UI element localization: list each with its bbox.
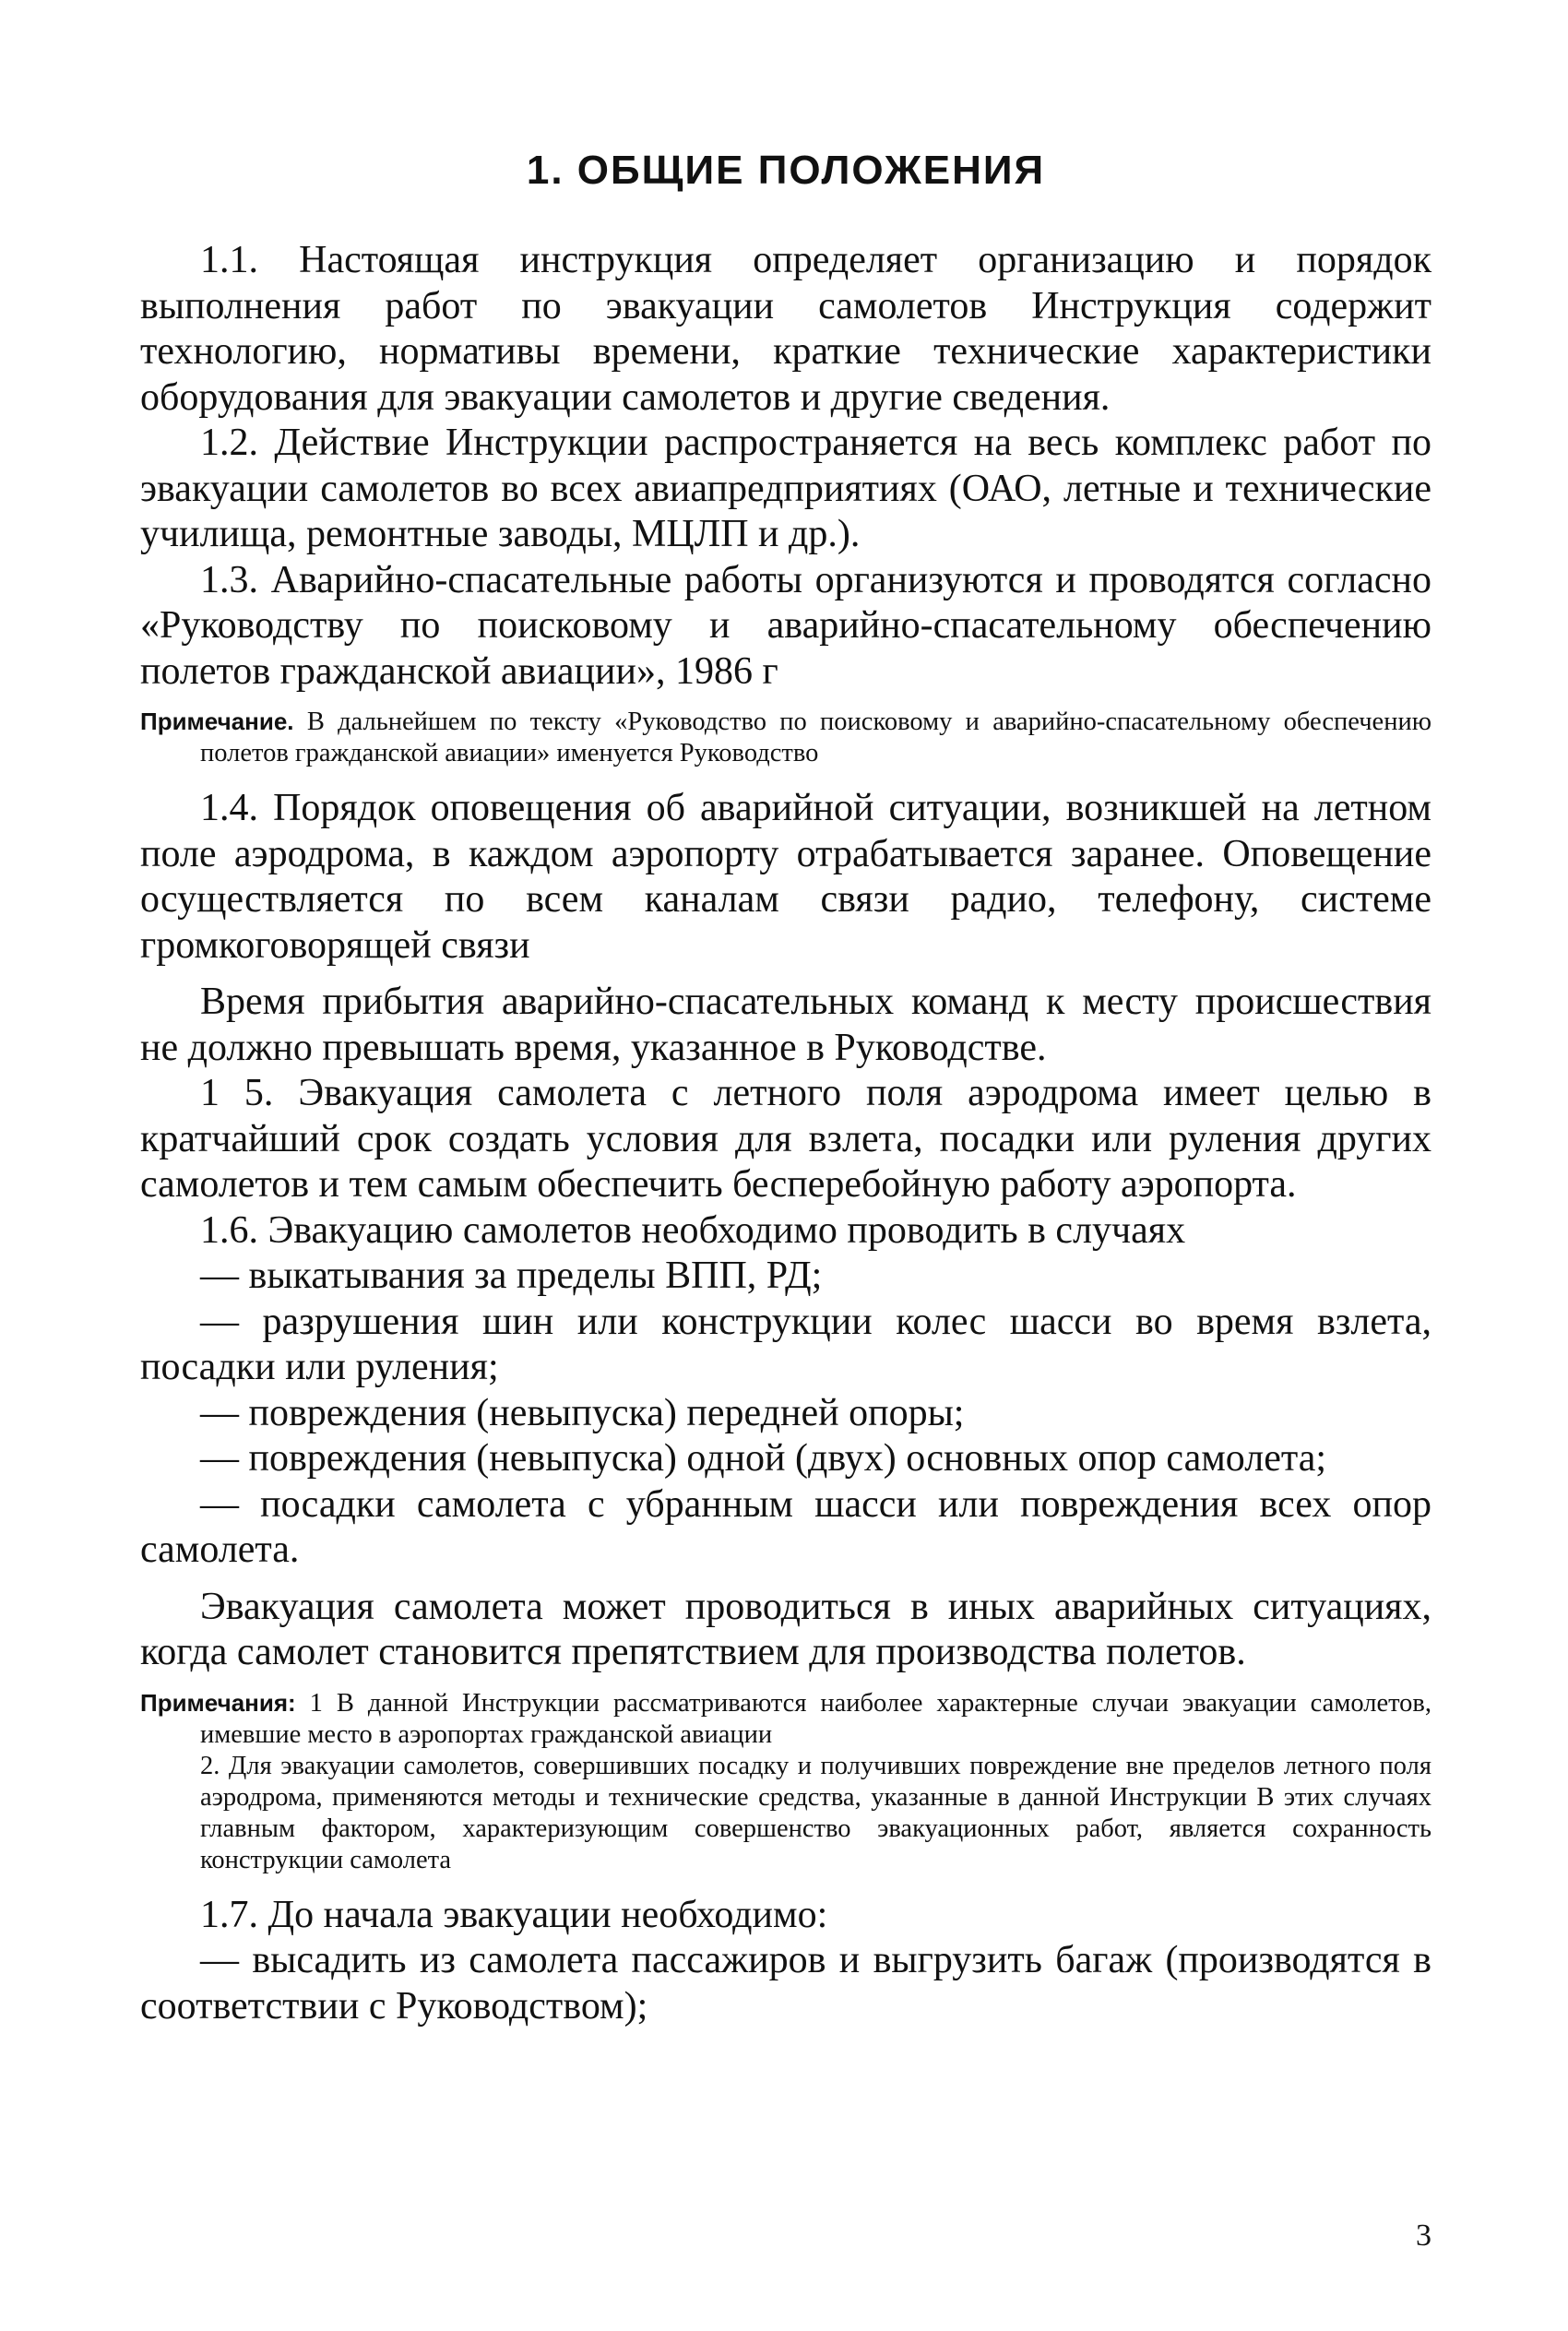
- paragraph-1-7: 1.7. До начала эвакуации необходимо:: [200, 1893, 828, 1936]
- list-item: — разрушения шин или конструкции колес шасси во время взлета, посадки или руления;: [140, 1300, 1431, 1388]
- note-1-label: Примечание.: [140, 708, 294, 735]
- list-item: — повреждения (невыпуска) одной (двух) основных опор самолета;: [200, 1437, 1327, 1480]
- list-item: — повреждения (невыпуска) передней опоры;: [200, 1391, 965, 1434]
- paragraph-1-4: 1.4. Порядок оповещения об аварийной ситуации, возникшей на летном поле аэродрома, в каждом аэропорту отрабатывается заранее. Оповещение осуществляется по всем каналам связи радио, телефону, системе громкоговорящей связи: [140, 787, 1431, 967]
- section-body: [140, 238, 1431, 2029]
- paragraph-1-4-arrival: Время прибытия аварийно-спасательных команд к месту происшествия не должно превышать время, указанное в Руководстве.: [140, 981, 1431, 1069]
- section-title: 1. ОБЩИЕ ПОЛОЖЕНИЯ: [526, 148, 1046, 193]
- document-page: [140, 0, 1431, 2331]
- paragraph-1-2: 1.2. Действие Инструкции распространяется на весь комплекс работ по эвакуации самолетов во всех авиапредприятиях (ОАО, летные и технические училища, ремонтные заводы, МЦЛП и др.).: [140, 422, 1431, 555]
- note-2-item-2: 2. Для эвакуации самолетов, совершивших посадку и получивших повреждение вне пределов летного поля аэродрома, применяются методы и технические средства, указанные в данной Инструкции В этих случаях главным фактором, характеризующим совершенство эвакуационных работ, является сохранность конструкции самолета: [200, 1751, 1431, 1874]
- paragraph-1-6-other: Эвакуация самолета может проводиться в иных аварийных ситуациях, когда самолет становится препятствием для производства полетов.: [140, 1585, 1431, 1673]
- paragraph-1-1: 1.1. Настоящая инструкция определяет организацию и порядок выполнения работ по эвакуации самолетов Инструкция содержит технологию, нормативы времени, краткие технические характеристики оборудования для эвакуации самолетов и другие сведения.: [140, 239, 1431, 419]
- paragraph-1-3: 1.3. Аварийно-спасательные работы организуются и проводятся согласно «Руководству по поисковому и аварийно-спасательному обеспечению полетов гражданской авиации», 1986 г: [140, 558, 1431, 693]
- note-1: [140, 706, 1431, 769]
- list-item: — посадки самолета с убранным шасси или повреждения всех опор самолета.: [140, 1482, 1431, 1571]
- note-1-text: В дальнейшем по тексту «Руководство по поисковому и аварийно-спасательному обеспечению полетов гражданской авиации» именуется Руководство: [200, 708, 1432, 767]
- paragraph-1-5: 1 5. Эвакуация самолета с летного поля аэродрома имеет целью в кратчайший срок создать условия для взлета, посадки или руления других самолетов и тем самым обеспечить бесперебойную работу аэропорта.: [140, 1072, 1431, 1206]
- list-item: — выкатывания за пределы ВПП, РД;: [200, 1255, 823, 1297]
- note-2-label: Примечания:: [140, 1688, 296, 1717]
- paragraph-1-6: 1.6. Эвакуацию самолетов необходимо проводить в случаях: [200, 1208, 1186, 1252]
- list-item: — высадить из самолета пассажиров и выгрузить багаж (производятся в соответствии с Руководством);: [140, 1939, 1431, 2028]
- page-number: 3: [1416, 2218, 1431, 2253]
- note-2-item-1: 1 В данной Инструкции рассматриваются наиболее характерные случаи эвакуации самолетов, имевшие место в аэропортах гражданской авиации: [200, 1688, 1432, 1749]
- note-2: [140, 1687, 1431, 1751]
